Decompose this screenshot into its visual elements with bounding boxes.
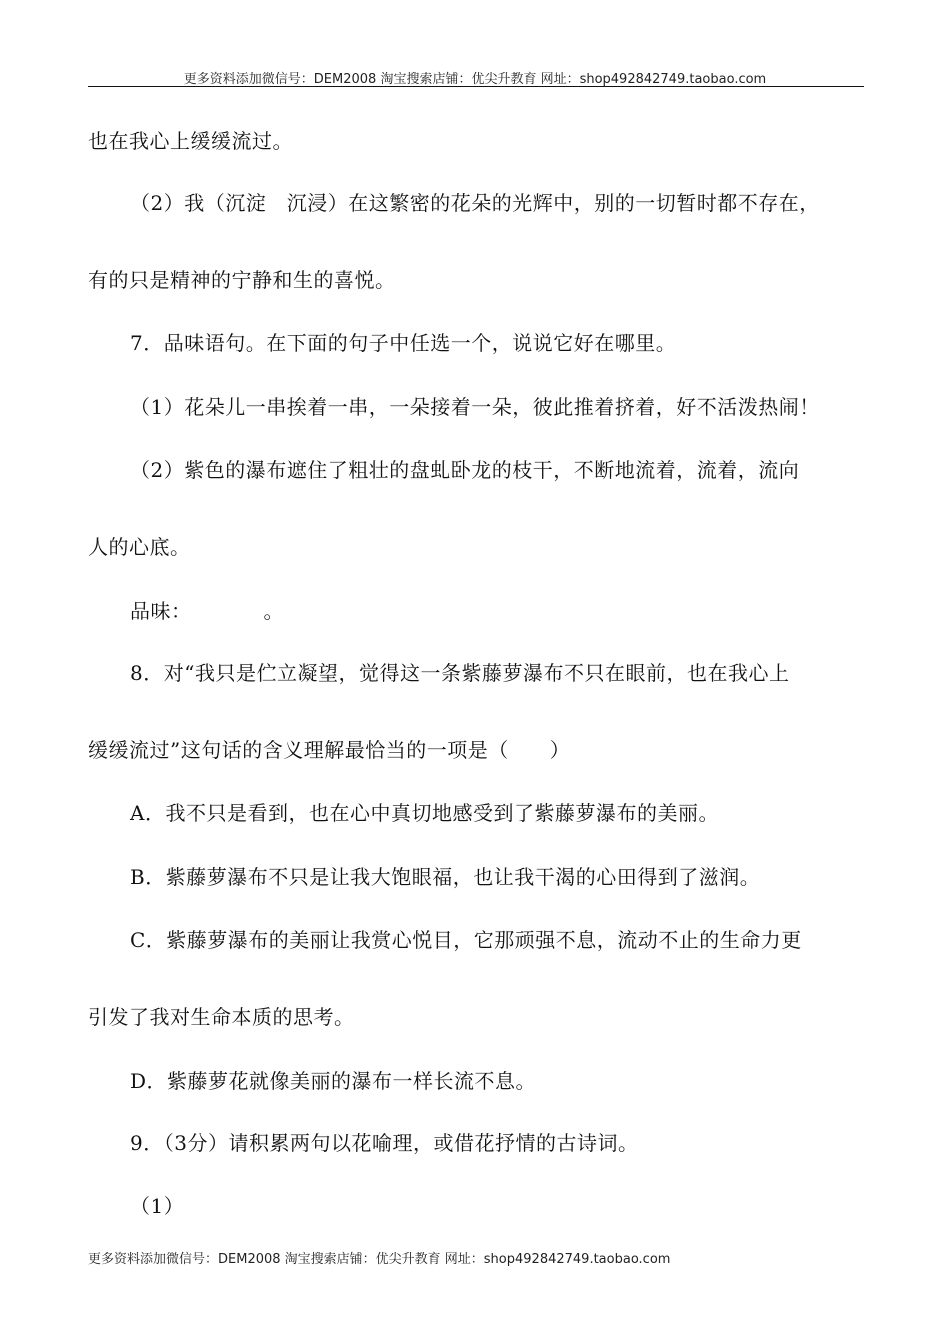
answer-blank: 品味： 。 bbox=[130, 599, 284, 623]
option-a: A．我不只是看到，也在心中真切地感受到了紫藤萝瀑布的美丽。 bbox=[130, 801, 719, 825]
question-7-stem: 7．品味语句。在下面的句子中任选一个，说说它好在哪里。 bbox=[130, 331, 677, 355]
text-line: 有的只是精神的宁静和生的喜悦。 bbox=[88, 268, 396, 292]
option-b: B．紫藤萝瀑布不只是让我大饱眼福，也让我干渴的心田得到了滋润。 bbox=[130, 865, 761, 889]
option-d: D．紫藤萝花就像美丽的瀑布一样长流不息。 bbox=[130, 1069, 537, 1093]
text-line: 引发了我对生命本质的思考。 bbox=[88, 1005, 355, 1029]
text-line: （1）花朵儿一串挨着一串，一朵接着一朵，彼此推着挤着，好不活泼热闹！ bbox=[130, 395, 820, 419]
text-line: 人的心底。 bbox=[88, 535, 191, 559]
header-divider bbox=[88, 86, 864, 87]
option-c: C．紫藤萝瀑布的美丽让我赏心悦目，它那顽强不息，流动不止的生命力更 bbox=[130, 928, 802, 952]
text-line: 也在我心上缓缓流过。 bbox=[88, 129, 293, 153]
question-8-stem: 8．对“我只是伫立凝望，觉得这一条紫藤萝瀑布不只在眼前，也在我心上 bbox=[130, 661, 790, 685]
question-9-stem: 9．（3分）请积累两句以花喻理，或借花抒情的古诗词。 bbox=[130, 1131, 639, 1155]
text-line: 缓缓流过”这句话的含义理解最恰当的一项是（ ） bbox=[88, 738, 571, 762]
text-line: （2）我（沉淀 沉浸）在这繁密的花朵的光辉中，别的一切暂时都不存在， bbox=[130, 191, 820, 215]
text-line: （2）紫色的瀑布遮住了粗壮的盘虬卧龙的枝干，不断地流着，流着，流向 bbox=[130, 458, 800, 482]
page-header: 更多资料添加微信号：DEM2008 淘宝搜索店铺：优尖升教育 网址：shop492842749.taobao.com bbox=[183, 72, 767, 87]
answer-slot: （1） bbox=[130, 1194, 185, 1218]
page-footer: 更多资料添加微信号：DEM2008 淘宝搜索店铺：优尖升教育 网址：shop492842749.taobao.com bbox=[88, 1252, 671, 1267]
